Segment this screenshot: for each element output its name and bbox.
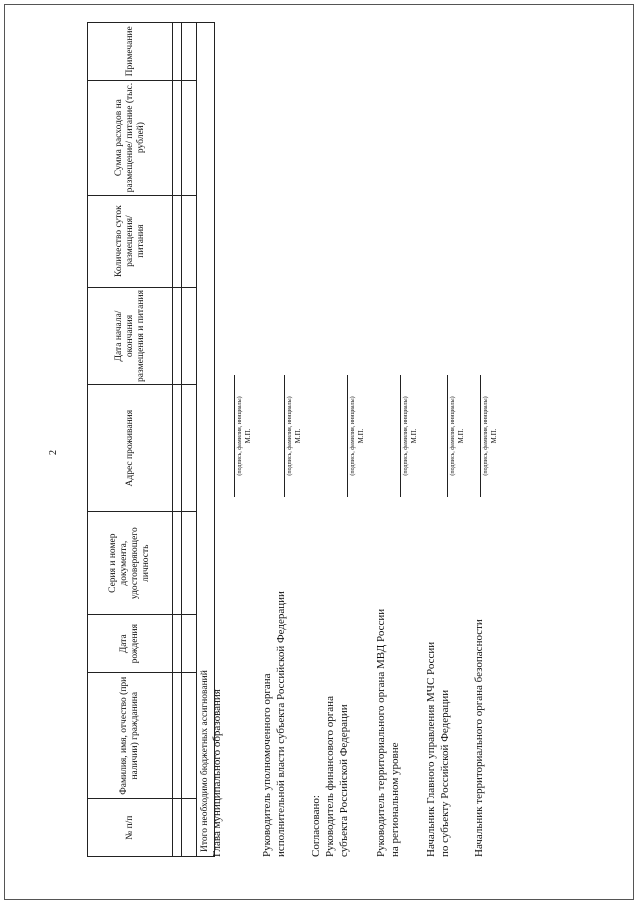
signature-line-5 bbox=[447, 375, 465, 497]
signature-caption: (подпись, фамилия, инициалы) bbox=[350, 396, 356, 476]
table-cell bbox=[173, 799, 182, 857]
table-cell bbox=[173, 287, 182, 385]
table-cell bbox=[182, 195, 197, 287]
signature-title-line: Начальник Главного управления МЧС России bbox=[425, 641, 437, 857]
signature-title-line: исполнительной власти субъекта Российской Федерации bbox=[275, 591, 287, 857]
header-cell: Количество суток размещения/ питания bbox=[88, 195, 173, 287]
header-cell: № п/п bbox=[88, 799, 173, 857]
signature-line-1 bbox=[234, 375, 252, 497]
signature-title-line: Начальник территориального органа безопасности bbox=[473, 619, 485, 857]
header-cell: Примечание bbox=[88, 23, 173, 81]
signature-title-line: Руководитель финансового органа bbox=[324, 696, 336, 857]
signature-line-4 bbox=[400, 375, 418, 497]
header-cell: Фамилия, имя, отчество (при наличии) гражданина bbox=[88, 672, 173, 799]
table-cell bbox=[173, 80, 182, 195]
signature-title-line: субъекта Российской Федерации bbox=[338, 704, 350, 857]
accommodation-table bbox=[87, 22, 215, 857]
signature-caption: (подпись, фамилия, инициалы) bbox=[237, 396, 243, 476]
stamp-mark: М.П. bbox=[490, 428, 498, 444]
stamp-mark: М.П. bbox=[410, 428, 418, 444]
signature-title-line: Руководитель территориального органа МВД России bbox=[375, 608, 387, 857]
signature-block-1 bbox=[210, 689, 224, 857]
table-cell bbox=[173, 385, 182, 512]
signature-title-line: по субъекту Российской Федерации bbox=[439, 689, 451, 857]
signature-caption: (подпись, фамилия, инициалы) bbox=[287, 396, 293, 476]
signature-title-line: Руководитель уполномоченного органа bbox=[261, 673, 273, 857]
table-cell bbox=[182, 385, 197, 512]
total-label: Итого необходимо бюджетных ассигнований bbox=[197, 23, 215, 857]
header-cell: Дата начала/ окончания размещения и питания bbox=[88, 287, 173, 385]
stamp-mark: М.П. bbox=[457, 428, 465, 444]
header-cell: Адрес проживания bbox=[88, 385, 173, 512]
signature-block-2 bbox=[260, 591, 288, 857]
signature-block-6 bbox=[472, 619, 486, 857]
table-cell bbox=[182, 672, 197, 799]
signature-caption: (подпись, фамилия, инициалы) bbox=[403, 396, 409, 476]
table-cell bbox=[173, 195, 182, 287]
stamp-mark: М.П. bbox=[357, 428, 365, 444]
signature-block-5 bbox=[424, 642, 452, 857]
header-cell: Сумма расходов на размещение/ питание (тыс. рублей) bbox=[88, 80, 173, 195]
table-cell bbox=[173, 511, 182, 615]
table-cell bbox=[173, 23, 182, 81]
page-number: 2 bbox=[48, 450, 59, 455]
table-header-row bbox=[88, 23, 173, 857]
signature-block-4 bbox=[374, 609, 402, 857]
table-cell bbox=[182, 23, 197, 81]
signature-block-3 bbox=[309, 696, 351, 857]
signature-line-2 bbox=[284, 375, 302, 497]
stamp-mark: М.П. bbox=[244, 428, 252, 444]
table-subrow bbox=[173, 23, 182, 857]
table-cell bbox=[182, 80, 197, 195]
signature-caption: (подпись, фамилия, инициалы) bbox=[450, 396, 456, 476]
signature-title-line: Глава муниципального образования bbox=[211, 689, 223, 857]
table-cell bbox=[182, 511, 197, 615]
table-cell bbox=[182, 799, 197, 857]
signature-caption: (подпись, фамилия, инициалы) bbox=[483, 396, 489, 476]
rotated-sheet bbox=[22, 22, 622, 882]
signature-title-line: Согласовано: bbox=[310, 795, 322, 857]
signature-title-line: на региональном уровне bbox=[389, 742, 401, 857]
table-row bbox=[182, 23, 197, 857]
header-cell: Дата рождения bbox=[88, 615, 173, 673]
table-cell bbox=[173, 615, 182, 673]
stamp-mark: М.П. bbox=[294, 428, 302, 444]
table-cell bbox=[182, 615, 197, 673]
table-cell bbox=[173, 672, 182, 799]
table-cell bbox=[182, 287, 197, 385]
header-cell: Серия и номер документа, удостоверяющего личность bbox=[88, 511, 173, 615]
signature-line-6 bbox=[480, 375, 498, 497]
signature-line-3 bbox=[347, 375, 365, 497]
